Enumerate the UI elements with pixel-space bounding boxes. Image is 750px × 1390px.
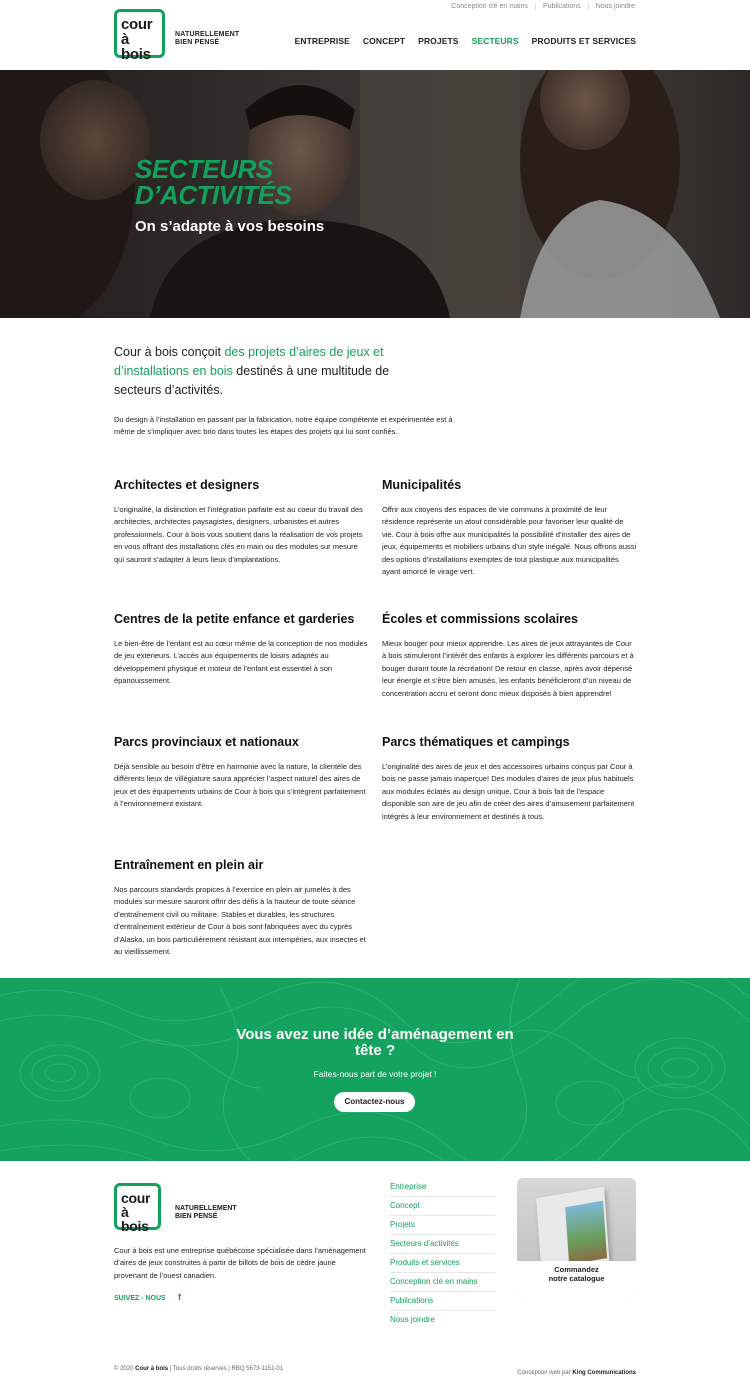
footer-link-publications[interactable]: Publications	[390, 1292, 495, 1311]
top-link-contact[interactable]: Nous joindre	[588, 3, 635, 10]
catalogue-label-line1: Commandez	[554, 1265, 599, 1274]
contact-button[interactable]: Contactez-nous	[334, 1092, 415, 1112]
footer-link-projets[interactable]: Projets	[390, 1216, 495, 1235]
footer-logo-line1: cour	[121, 1190, 151, 1206]
footer-tagline-line1: NATURELLEMENT	[175, 1205, 237, 1212]
sector-text: Mieux bouger pour mieux apprendre. Les aires de jeux attrayantes de Cour à bois stimuleront l’intérêt des enfants à explorer les différents parcours et à bouger durant toute la récréation! De retour en classe, après avoir dépensé leur énergie et s’être bien amusés, les enfants bénéficieront d’un niveau de concentration accru et seront donc mieux disposés à bien apprendre!	[382, 639, 634, 698]
sector-municipalites	[382, 477, 637, 578]
cta-banner	[0, 978, 750, 1161]
footer-link-secteurs[interactable]: Secteurs d’activités	[390, 1235, 495, 1254]
hero-title-line2: D’ACTIVITÉS	[135, 180, 292, 210]
tagline	[175, 31, 239, 47]
sector-title: Entraînement en plein air	[114, 858, 264, 872]
sector-text: L’originalité, la distinction et l’intégration parfaite est au coeur du travail des architectes, architectes paysagistes, designers, urbanistes et autres professionnels. Cour à bois vous soutient dans la réalisation de vos projets en vous offrant des installations clés en main ou des modules sur mesure qui sauront s’adapter à leurs lieux d’implantations.	[114, 505, 363, 564]
hero-photo	[0, 70, 750, 318]
sector-text: L’originalité des aires de jeux et des accessoires urbains conçus par Cour à bois ne passe jamais inaperçue! Des modules d’aires de jeux plus habituels aux modules éclatés au design unique, Cour à bois fait de l’espace disponible son aire de jeu afin de créer des aires d’amusement parfaitement intégrés à leur environnement et destinés à tous.	[382, 762, 635, 821]
sector-title: Centres de la petite enfance et garderies	[114, 612, 355, 626]
sector-architectes	[114, 477, 369, 566]
cta-title-line1: Vous avez une idée d’aménagement en	[236, 1026, 514, 1043]
sector-title: Parcs thématiques et campings	[382, 735, 570, 749]
cta-subtitle: Faites-nous part de votre projet !	[313, 1069, 437, 1079]
copyright-brand: Cour à bois	[135, 1366, 169, 1372]
sector-parcs-thematiques	[382, 734, 637, 823]
footer-tagline	[175, 1205, 237, 1221]
tagline-line2: BIEN PENSÉ	[175, 39, 220, 46]
tagline-line1: NATURELLEMENT	[175, 31, 240, 38]
site-header	[0, 0, 750, 70]
nav-secteurs[interactable]: SECTEURS	[471, 36, 519, 46]
top-nav	[444, 3, 635, 10]
sector-text: Déjà sensible au besoin d’être en harmonie avec la nature, la clientèle des différents lieux de villégiature saura apprécier l’aspect naturel des aires de jeux et des équipements urbains de Cour à bois qui s’intègrent parfaitement à l’environnement existant.	[114, 762, 366, 809]
footer-logo[interactable]	[114, 1183, 161, 1234]
copyright	[114, 1366, 283, 1372]
catalogue-card[interactable]	[517, 1178, 636, 1297]
nav-produits-services[interactable]: PRODUITS ET SERVICES	[531, 36, 636, 46]
hero-title-line1: SECTEURS	[135, 154, 273, 184]
sector-title: Municipalités	[382, 478, 462, 492]
footer-link-conception[interactable]: Conception clé en mains	[390, 1273, 495, 1292]
cta-title-line2: tête ?	[354, 1042, 395, 1059]
catalogue-label-line2: notre catalogue	[548, 1274, 605, 1283]
hero-subtitle: On s’adapte à vos besoins	[135, 218, 325, 235]
sector-title: Parcs provinciaux et nationaux	[114, 735, 299, 749]
copyright-prefix: © 2020	[114, 1366, 136, 1372]
sector-title: Architectes et designers	[114, 478, 260, 492]
nav-projets[interactable]: PROJETS	[418, 36, 459, 46]
sector-text: Le bien-être de l’enfant est au cœur même de la conception de nos modules de jeu extérieurs. L’accès aux équipements de loisirs adaptés au développement physique et moteur de l’enfant est essentiel à son épanouissement.	[114, 639, 368, 686]
credits	[517, 1370, 636, 1376]
logo-line1: cour	[121, 16, 153, 33]
hero-title	[135, 156, 291, 208]
top-link-conception[interactable]: Conception clé en mains	[451, 3, 528, 10]
footer-logo-line2: à bois	[121, 1204, 149, 1234]
sector-text: Nos parcours standards propices à l’exercice en plein air jumelés à des modules sur mesure sauront offrir des défis à la hauteur de toute séance d’entraînement civil ou militaire. Stables et durables, les structures d’entraînement extérieur de Cour à bois sont fabriquées avec du cyprès d’Alaska, un bois particulièrement résistant aux intempéries, aux insectes et au vieillissement.	[114, 885, 366, 957]
nav-entreprise[interactable]: ENTREPRISE	[294, 36, 350, 46]
intro-lead-text-end: destinés à une multitude de secteurs d’activités.	[114, 364, 390, 397]
footer-link-contact[interactable]: Nous joindre	[390, 1315, 435, 1324]
credits-link[interactable]: King Communications	[572, 1370, 636, 1376]
credits-prefix: Conception web par	[517, 1370, 573, 1376]
footer-description: Cour à bois est une entreprise québécoise spécialisée dans l’aménagement d’aires de jeux construites à partir de billots de bois de cèdre jaune provenant de l’ouest canadien.	[114, 1246, 366, 1280]
follow-label: SUIVEZ - NOUS	[114, 1295, 166, 1302]
nav-concept[interactable]: CONCEPT	[362, 36, 406, 46]
intro-paragraph: Du design à l’installation en passant par la fabrication, notre équipe compétente et expérimentée est à même de s’impliquer avec brio dans toutes les étapes des projets qui lui sont confiés.	[114, 415, 453, 437]
footer-link-entreprise[interactable]: Entreprise	[390, 1178, 495, 1197]
footer-tagline-line2: BIEN PENSÉ	[175, 1213, 218, 1220]
intro-lead	[114, 343, 414, 400]
footer-nav	[390, 1178, 495, 1330]
logo-line2: à bois	[121, 31, 151, 63]
sector-parcs-provinciaux	[114, 734, 369, 811]
facebook-icon[interactable]: f	[178, 1292, 181, 1302]
sector-title: Écoles et commissions scolaires	[382, 612, 578, 626]
top-link-publications[interactable]: Publications	[535, 3, 588, 10]
catalogue-label	[517, 1261, 636, 1297]
logo[interactable]	[114, 9, 165, 63]
sector-text: Offrir aux citoyens des espaces de vie communs à proximité de leur résidence représente un atout considérable pour favoriser leur qualité de vie. Cour à bois offre aux municipalités la possibilité d’installer des aires de jeux, équipements et mobiliers urbains d’un style inégalé. Nous offrons aussi des options d’installations exemptes de tout plastique aux municipalités ayant amorcé le virage vert.	[382, 505, 637, 577]
sector-cpe-garderies	[114, 611, 369, 688]
footer-link-concept[interactable]: Concept	[390, 1197, 495, 1216]
main-nav	[295, 36, 636, 46]
hero-banner	[0, 70, 750, 318]
copyright-suffix: | Tous droits réservés | RBQ 5673-1151-01	[168, 1366, 284, 1372]
sector-ecoles	[382, 611, 637, 700]
cta-title	[0, 1027, 750, 1059]
footer-link-produits[interactable]: Produits et services	[390, 1254, 495, 1273]
intro-projects-link[interactable]: des projets d’aires de jeux et d’installations en bois	[114, 345, 384, 378]
catalogue-cover-photo	[565, 1201, 607, 1265]
sector-entrainement	[114, 857, 369, 958]
intro-lead-text: Cour à bois conçoit	[114, 345, 225, 359]
